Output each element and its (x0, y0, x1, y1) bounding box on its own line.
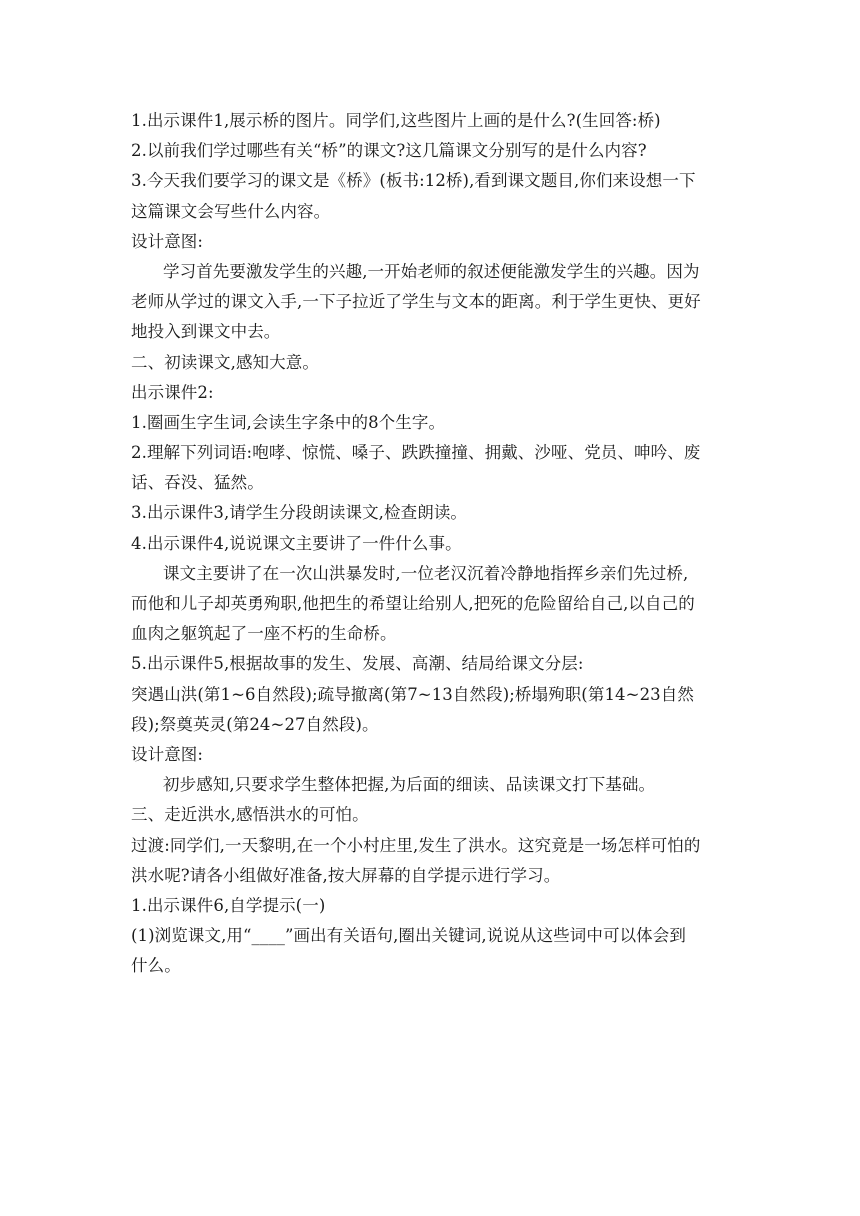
text-line-6: 学习首先要激发学生的兴趣,一开始老师的叙述便能激发学生的兴趣。因为 (163, 261, 700, 281)
section-heading-2: 二、初读课文,感知大意。 (131, 352, 319, 372)
text-line-8: 地投入到课文中去。 (131, 322, 281, 342)
text-line-11: 1.圈画生字生词,会读生字条中的8个生字。 (131, 412, 446, 432)
text-line-21: 段);祭奠英灵(第24~27自然段)。 (131, 714, 379, 734)
text-line-18: 血肉之躯筑起了一座不朽的生命桥。 (131, 624, 397, 644)
text-line-27: 1.出示课件6,自学提示(一) (131, 895, 326, 915)
text-line-25: 过渡:同学们,一天黎明,在一个小村庄里,发生了洪水。这究竟是一场怎样可怕的 (131, 835, 701, 855)
design-intent-heading-2: 设计意图: (131, 744, 204, 764)
text-line-7: 老师从学过的课文入手,一下子拉近了学生与文本的距离。利于学生更快、更好 (131, 292, 701, 312)
document-page (131, 106, 731, 981)
text-line-4: 这篇课文会写些什么内容。 (131, 201, 331, 221)
text-line-2: 2.以前我们学过哪些有关“桥”的课文?这几篇课文分别写的是什么内容? (131, 141, 647, 161)
text-line-17: 而他和儿子却英勇殉职,他把生的希望让给别人,把死的危险留给自己,以自己的 (131, 594, 695, 613)
text-line-26: 洪水呢?请各小组做好准备,按大屏幕的自学提示进行学习。 (131, 865, 561, 885)
text-line-20: 突遇山洪(第1~6自然段);疏导撤离(第7~13自然段);桥塌殉职(第14~23自然 (131, 684, 694, 704)
text-line-14: 3.出示课件3,请学生分段朗读课文,检查朗读。 (131, 503, 468, 523)
section-heading-3: 三、走近洪水,感悟洪水的可怕。 (131, 805, 369, 825)
text-line-12: 2.理解下列词语:咆哮、惊慌、嗓子、跌跌撞撞、拥戴、沙哑、党员、呻吟、废 (131, 443, 701, 463)
text-line-29: 什么。 (131, 956, 181, 976)
text-line-3: 3.今天我们要学习的课文是《桥》(板书:12桥),看到课文题目,你们来设想一下 (131, 171, 696, 191)
text-line-19: 5.出示课件5,根据故事的发生、发展、高潮、结局给课文分层: (131, 654, 584, 674)
design-intent-heading: 设计意图: (131, 231, 204, 251)
text-line-15: 4.出示课件4,说说课文主要讲了一件什么事。 (131, 533, 462, 553)
text-line-13: 话、吞没、猛然。 (131, 473, 264, 493)
text-line-28: (1)浏览课文,用“____”画出有关语句,圈出关键词,说说从这些词中可以体会到 (131, 926, 686, 946)
text-line-16: 课文主要讲了在一次山洪暴发时,一位老汉沉着冷静地指挥乡亲们先过桥, (163, 563, 689, 583)
text-line-1: 1.出示课件1,展示桥的图片。同学们,这些图片上画的是什么?(生回答:桥) (131, 111, 661, 130)
text-line-10: 出示课件2: (131, 382, 214, 402)
text-line-23: 初步感知,只要求学生整体把握,为后面的细读、品读课文打下基础。 (163, 775, 656, 795)
